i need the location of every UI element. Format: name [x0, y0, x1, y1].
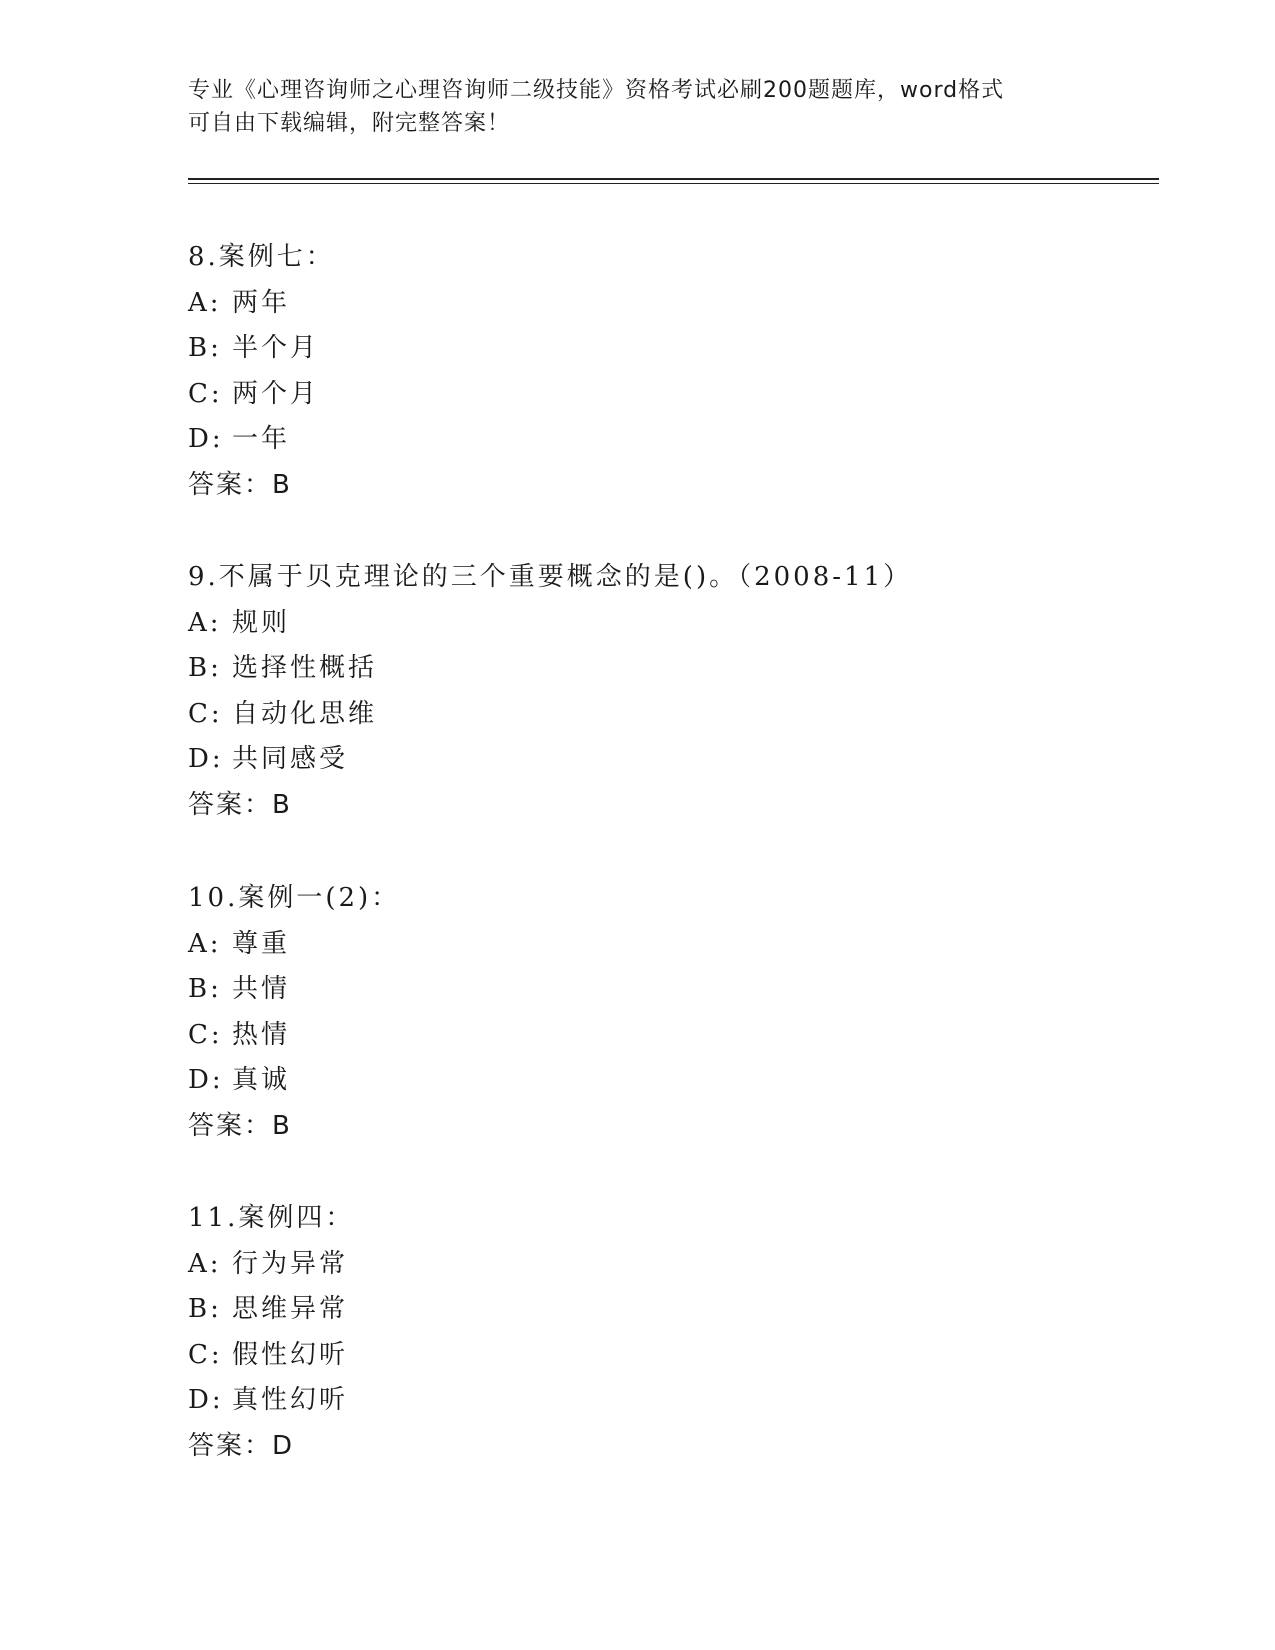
option-d: [188, 1378, 1128, 1424]
option-label: B:: [188, 974, 222, 1004]
option-text: 真性幻听: [232, 1385, 349, 1415]
option-d: [188, 417, 1128, 463]
option-c: [188, 372, 1128, 418]
option-label: C:: [188, 378, 223, 409]
option-text: 真诚: [232, 1065, 291, 1095]
option-text: 假性幻听: [232, 1339, 349, 1370]
option-text: 思维异常: [232, 1294, 349, 1324]
option-b: [188, 646, 1128, 692]
option-a: [188, 1242, 1128, 1288]
answer-line: 答案：B: [188, 789, 292, 820]
option-label: A:: [188, 928, 222, 959]
option-label: C:: [188, 1339, 223, 1370]
header-divider-thick: [188, 178, 1159, 180]
option-text: 共同感受: [232, 744, 349, 774]
option-label: A:: [188, 1248, 222, 1279]
option-c: [188, 1333, 1128, 1379]
option-a: [188, 922, 1128, 968]
option-text: 两年: [232, 287, 291, 318]
option-b: [188, 967, 1128, 1013]
option-label: D:: [188, 424, 224, 454]
option-text: 尊重: [232, 928, 291, 959]
option-text: 共情: [232, 974, 291, 1004]
option-text: 一年: [232, 424, 291, 454]
option-label: D:: [188, 1065, 224, 1095]
option-a: [188, 601, 1128, 647]
option-text: 两个月: [232, 378, 320, 409]
option-text: 选择性概括: [232, 653, 378, 683]
question-stem: 10.案例一(2)：: [188, 883, 401, 913]
document-header: [188, 74, 1088, 140]
option-label: A:: [188, 287, 222, 318]
option-text: 热情: [232, 1019, 291, 1050]
option-label: C:: [188, 1019, 223, 1050]
answer-line: 答案：D: [188, 1430, 295, 1461]
option-label: B:: [188, 1294, 222, 1324]
option-d: [188, 1058, 1128, 1104]
question-11: [188, 1196, 1128, 1469]
option-b: [188, 1287, 1128, 1333]
question-10: [188, 876, 1128, 1149]
answer-line: 答案：B: [188, 1110, 292, 1141]
option-label: B:: [188, 333, 222, 363]
option-a: [188, 281, 1128, 327]
option-label: A:: [188, 607, 222, 638]
option-text: 行为异常: [232, 1248, 349, 1279]
answer-line: 答案：B: [188, 469, 292, 500]
option-label: D:: [188, 744, 224, 774]
option-label: B:: [188, 653, 222, 683]
option-label: C:: [188, 698, 223, 729]
header-line-2: 可自由下载编辑，附完整答案！: [188, 111, 511, 136]
question-8: [188, 235, 1128, 508]
option-text: 半个月: [232, 333, 320, 363]
header-line-1: 专业《心理咨询师之心理咨询师二级技能》资格考试必刷200题题库，word格式: [188, 78, 1005, 103]
question-9: [188, 555, 1128, 828]
option-c: [188, 1013, 1128, 1059]
option-b: [188, 326, 1128, 372]
option-d: [188, 737, 1128, 783]
question-stem: 9.不属于贝克理论的三个重要概念的是()。（2008-11）: [188, 562, 913, 592]
option-label: D:: [188, 1385, 224, 1415]
question-stem: 11.案例四：: [188, 1203, 355, 1233]
header-divider-thin: [188, 183, 1159, 184]
option-text: 自动化思维: [232, 698, 378, 729]
option-c: [188, 692, 1128, 738]
option-text: 规则: [232, 607, 291, 638]
question-stem: 8.案例七：: [188, 242, 335, 272]
